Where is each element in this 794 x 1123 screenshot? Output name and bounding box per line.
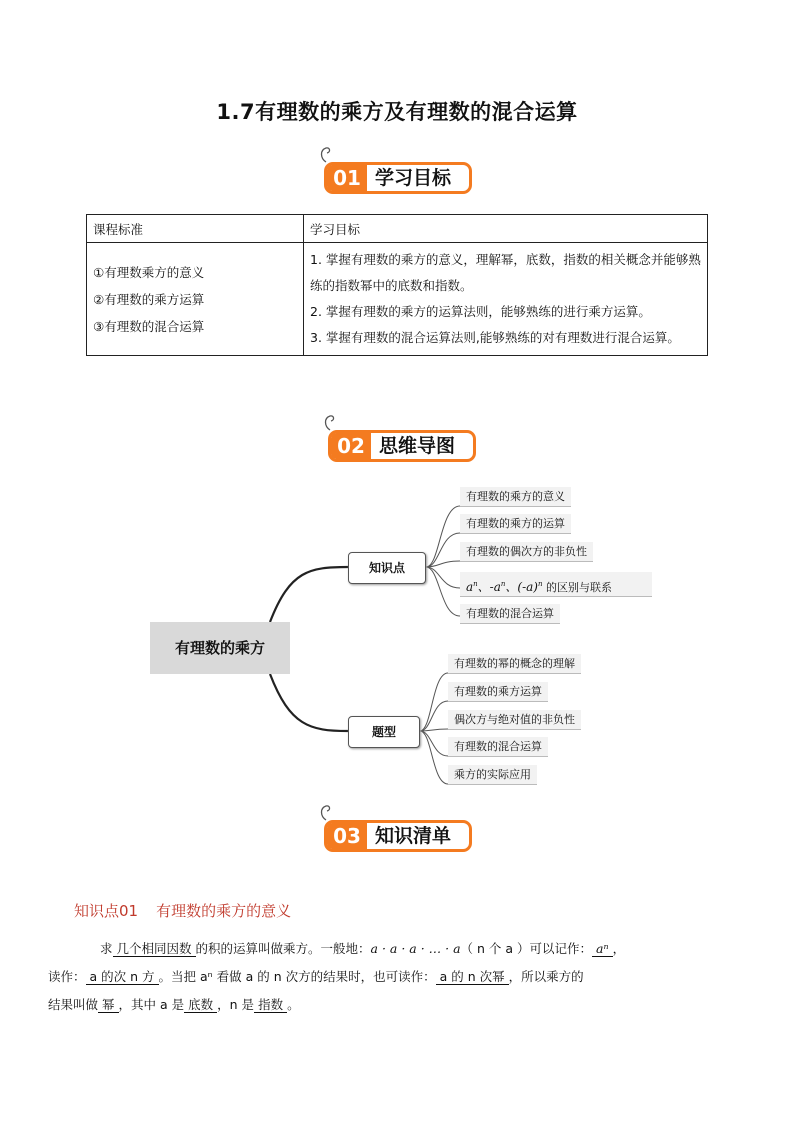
section-number: 01 xyxy=(327,165,367,191)
standard-item: ①有理数乘方的意义 xyxy=(93,264,205,280)
section-number: 02 xyxy=(331,433,371,459)
mindmap-leaf: 乘方的实际应用 xyxy=(448,765,537,785)
product-expression: a · a · a · … · a xyxy=(370,941,461,956)
page-title: 1.7有理数的乘方及有理数的混合运算 xyxy=(216,100,578,124)
text: ，所以乘方的 xyxy=(508,969,584,984)
blank-answer: aⁿ xyxy=(592,941,613,957)
objective-item: 2. 掌握有理数的乘方的运算法则，能够熟练的进行乘方运算。 xyxy=(310,304,651,319)
blank-answer: 底数 xyxy=(184,997,217,1013)
formula-caption: 的区别与联系 xyxy=(546,581,612,594)
blank-answer: a 的次 n 方 xyxy=(86,969,159,985)
text: 。当把 aⁿ 看做 a 的 n 次方的结果时，也可读作： xyxy=(158,969,436,984)
table-header-objective: 学习目标 xyxy=(304,215,708,243)
knowledge-paragraph xyxy=(48,935,724,1019)
text: ，其中 a 是 xyxy=(118,997,185,1012)
text: 。 xyxy=(287,997,300,1012)
text: 求 xyxy=(100,941,113,956)
section-number: 03 xyxy=(327,823,367,849)
mindmap-leaf: 有理数的偶次方的非负性 xyxy=(460,542,593,562)
blank-answer: a 的 n 次幂 xyxy=(436,969,509,985)
mindmap-leaf: 有理数的混合运算 xyxy=(460,604,560,624)
standards-cell xyxy=(87,243,304,356)
blank-answer: 幂 xyxy=(98,997,119,1013)
standard-item: ②有理数的乘方运算 xyxy=(93,291,205,307)
goals-table xyxy=(86,214,708,356)
hook-icon xyxy=(322,412,338,432)
section-badge-02 xyxy=(322,428,476,462)
mindmap-root: 有理数的乘方 xyxy=(150,622,290,674)
text: 读作： xyxy=(48,969,86,984)
mindmap-branch-knowledge: 知识点 xyxy=(348,552,426,584)
mindmap-leaf: 有理数的乘方的意义 xyxy=(460,487,571,507)
knowledge-point-heading xyxy=(74,900,309,921)
blank-answer: 指数 xyxy=(254,997,287,1013)
mindmap-branch-question-types: 题型 xyxy=(348,716,420,748)
mindmap-leaf: 有理数的乘方的运算 xyxy=(460,514,571,534)
knowledge-point-tag: 知识点01 xyxy=(74,902,139,920)
section-label: 思维导图 xyxy=(379,435,456,457)
hook-icon xyxy=(318,802,334,822)
objectives-cell xyxy=(304,243,708,356)
text: 的积的运算叫做乘方。一般地： xyxy=(195,941,371,956)
section-badge-01 xyxy=(318,160,472,194)
mindmap-leaf: 有理数的幂的概念的理解 xyxy=(448,654,581,674)
hook-icon xyxy=(318,144,334,164)
text: ，n 是 xyxy=(217,997,255,1012)
text: 结果叫做 xyxy=(48,997,99,1012)
mindmap-leaf-formula: $a^n$、$-a^n$、$(-a)^n$ 的区别与联系 xyxy=(460,572,652,597)
text: （ n 个 a ）可以记作： xyxy=(460,941,593,956)
mindmap-connectors xyxy=(0,480,794,800)
mindmap-leaf: 有理数的乘方运算 xyxy=(448,682,548,702)
standard-item: ③有理数的混合运算 xyxy=(93,318,205,334)
mindmap-leaf: 有理数的混合运算 xyxy=(448,737,548,757)
knowledge-point-title: 有理数的乘方的意义 xyxy=(156,902,292,920)
section-label: 学习目标 xyxy=(375,167,452,189)
objective-item: 3. 掌握有理数的混合运算法则,能够熟练的对有理数进行混合运算。 xyxy=(310,330,680,345)
section-badge-03 xyxy=(318,818,472,852)
objective-item: 1. 掌握有理数的乘方的意义，理解幂，底数，指数的相关概念并能够熟练的指数幂中的底数和指数。 xyxy=(310,252,701,293)
blank-answer: 几个相同因数 xyxy=(113,941,196,957)
table-header-standard: 课程标准 xyxy=(87,215,304,243)
text: ， xyxy=(612,941,626,956)
mindmap-leaf: 偶次方与绝对值的非负性 xyxy=(448,710,581,730)
section-label: 知识清单 xyxy=(375,825,452,847)
